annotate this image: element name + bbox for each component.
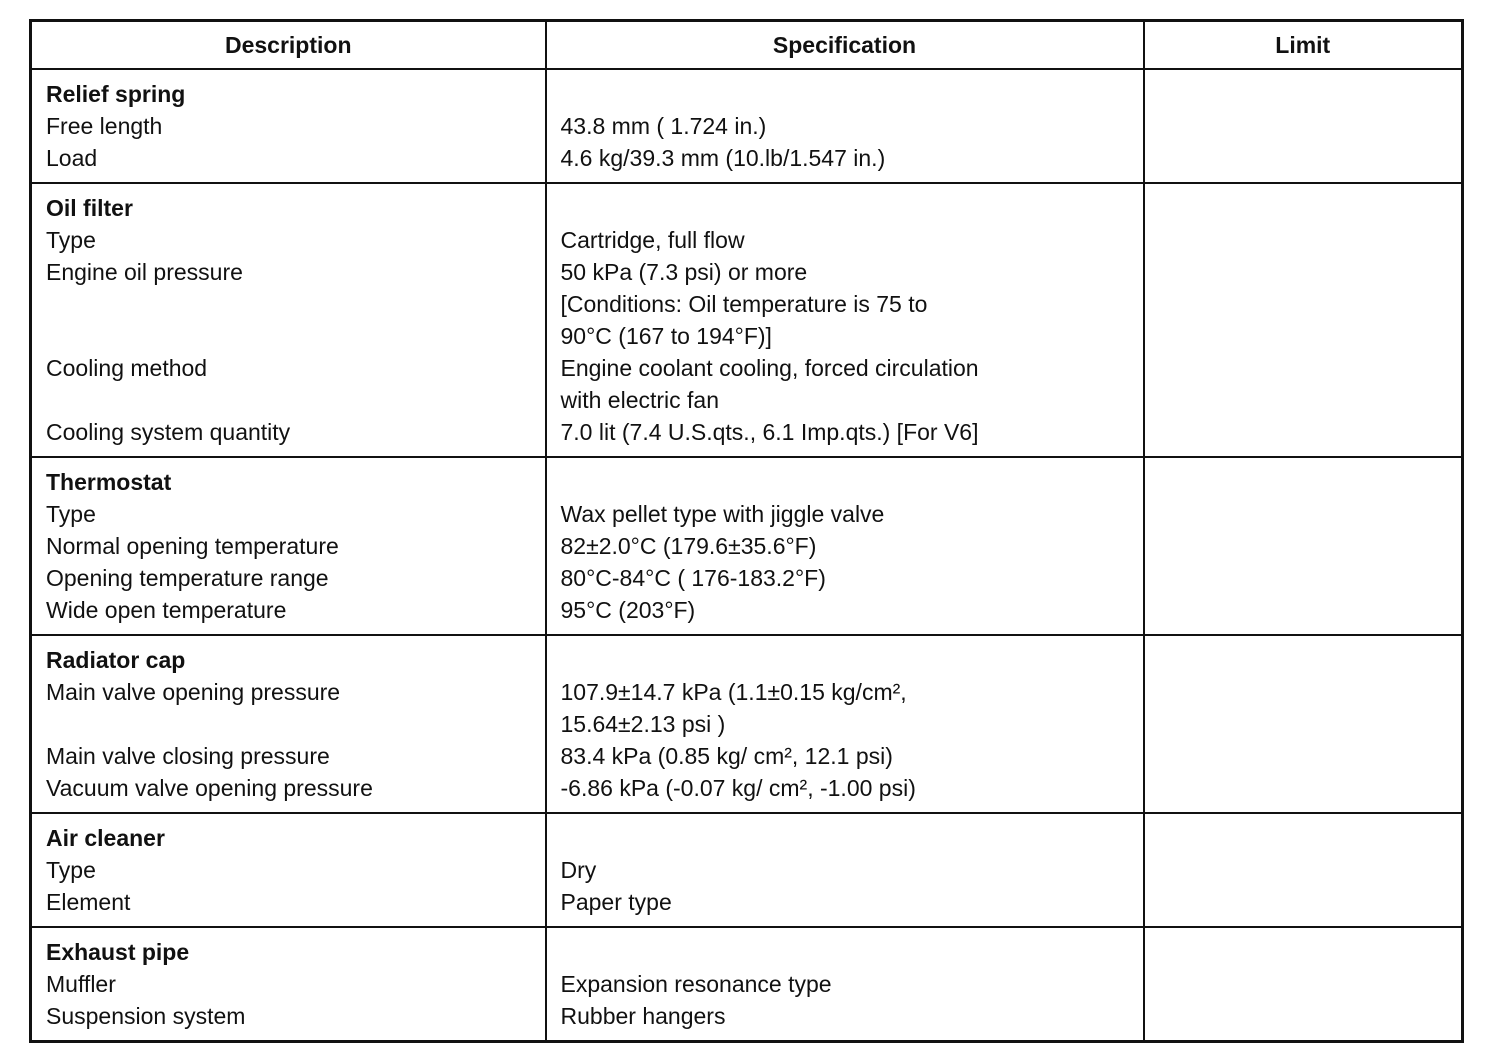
item-label: Wide open temperature <box>46 597 287 623</box>
section-row <box>31 927 1463 1042</box>
item-label: Muffler <box>46 971 116 997</box>
item-label: Element <box>46 889 131 915</box>
spec-value: 95°C (203°F) <box>560 597 696 623</box>
item-label: Type <box>46 501 96 527</box>
spec-value: Dry <box>560 857 597 883</box>
item-label: Cooling method <box>46 355 208 381</box>
spec-value: 7.0 lit (7.4 U.S.qts., 6.1 Imp.qts.) [For V6] <box>560 419 979 445</box>
item-label: Cooling system quantity <box>46 419 291 445</box>
header-description: Description <box>31 21 546 70</box>
spec-value: Paper type <box>560 889 672 915</box>
item-label: Vacuum valve opening pressure <box>46 775 373 801</box>
specification-cell <box>546 457 1144 635</box>
limit-cell <box>1144 69 1463 183</box>
item-label: Type <box>46 227 96 253</box>
item-label: Free length <box>46 113 163 139</box>
header-specification: Specification <box>546 21 1144 70</box>
limit-cell <box>1144 813 1463 927</box>
spec-value: Expansion resonance type <box>560 971 832 997</box>
item-label: Load <box>46 145 98 171</box>
limit-cell <box>1144 927 1463 1042</box>
description-cell <box>31 457 546 635</box>
spec-value: Engine coolant cooling, forced circulation <box>560 355 979 381</box>
spec-value: 43.8 mm ( 1.724 in.) <box>560 113 767 139</box>
item-label: Suspension system <box>46 1003 246 1029</box>
spec-value: 4.6 kg/39.3 mm (10.lb/1.547 in.) <box>560 145 886 171</box>
description-cell <box>31 813 546 927</box>
item-label: Main valve closing pressure <box>46 743 330 769</box>
specification-cell <box>546 927 1144 1042</box>
section-title: Relief spring <box>46 81 186 107</box>
spec-value: 82±2.0°C (179.6±35.6°F) <box>560 533 817 559</box>
specification-cell <box>546 69 1144 183</box>
description-cell <box>31 69 546 183</box>
spec-value: 80°C-84°C ( 176-183.2°F) <box>560 565 826 591</box>
description-cell <box>31 635 546 813</box>
spec-value: Rubber hangers <box>560 1003 726 1029</box>
section-row <box>31 69 1463 183</box>
item-label: Opening temperature range <box>46 565 329 591</box>
limit-cell <box>1144 457 1463 635</box>
limit-cell <box>1144 183 1463 457</box>
section-row <box>31 813 1463 927</box>
section-title: Air cleaner <box>46 825 165 851</box>
item-label: Engine oil pressure <box>46 259 243 285</box>
section-title: Thermostat <box>46 469 172 495</box>
spec-value: 50 kPa (7.3 psi) or more <box>560 259 808 285</box>
spec-value: [Conditions: Oil temperature is 75 to <box>560 291 928 317</box>
spec-value: with electric fan <box>560 387 720 413</box>
spec-value: 107.9±14.7 kPa (1.1±0.15 kg/cm², <box>560 679 907 705</box>
spec-table <box>29 19 1464 1043</box>
spec-value: Cartridge, full flow <box>560 227 745 253</box>
section-row <box>31 457 1463 635</box>
spec-value: 15.64±2.13 psi ) <box>560 711 726 737</box>
item-label: Type <box>46 857 96 883</box>
section-row <box>31 635 1463 813</box>
item-label: Normal opening temperature <box>46 533 339 559</box>
section-title: Radiator cap <box>46 647 186 673</box>
section-row <box>31 183 1463 457</box>
description-cell <box>31 183 546 457</box>
spec-body <box>31 69 1463 1042</box>
specification-cell <box>546 635 1144 813</box>
header-limit: Limit <box>1144 21 1463 70</box>
item-label: Main valve opening pressure <box>46 679 341 705</box>
spec-value: 83.4 kPa (0.85 kg/ cm², 12.1 psi) <box>560 743 893 769</box>
spec-value: Wax pellet type with jiggle valve <box>560 501 885 527</box>
section-title: Oil filter <box>46 195 133 221</box>
limit-cell <box>1144 635 1463 813</box>
header-row <box>31 21 1463 70</box>
description-cell <box>31 927 546 1042</box>
spec-value: -6.86 kPa (-0.07 kg/ cm², -1.00 psi) <box>560 775 916 801</box>
section-title: Exhaust pipe <box>46 939 190 965</box>
specification-cell <box>546 813 1144 927</box>
specification-cell <box>546 183 1144 457</box>
spec-value: 90°C (167 to 194°F)] <box>560 323 772 349</box>
